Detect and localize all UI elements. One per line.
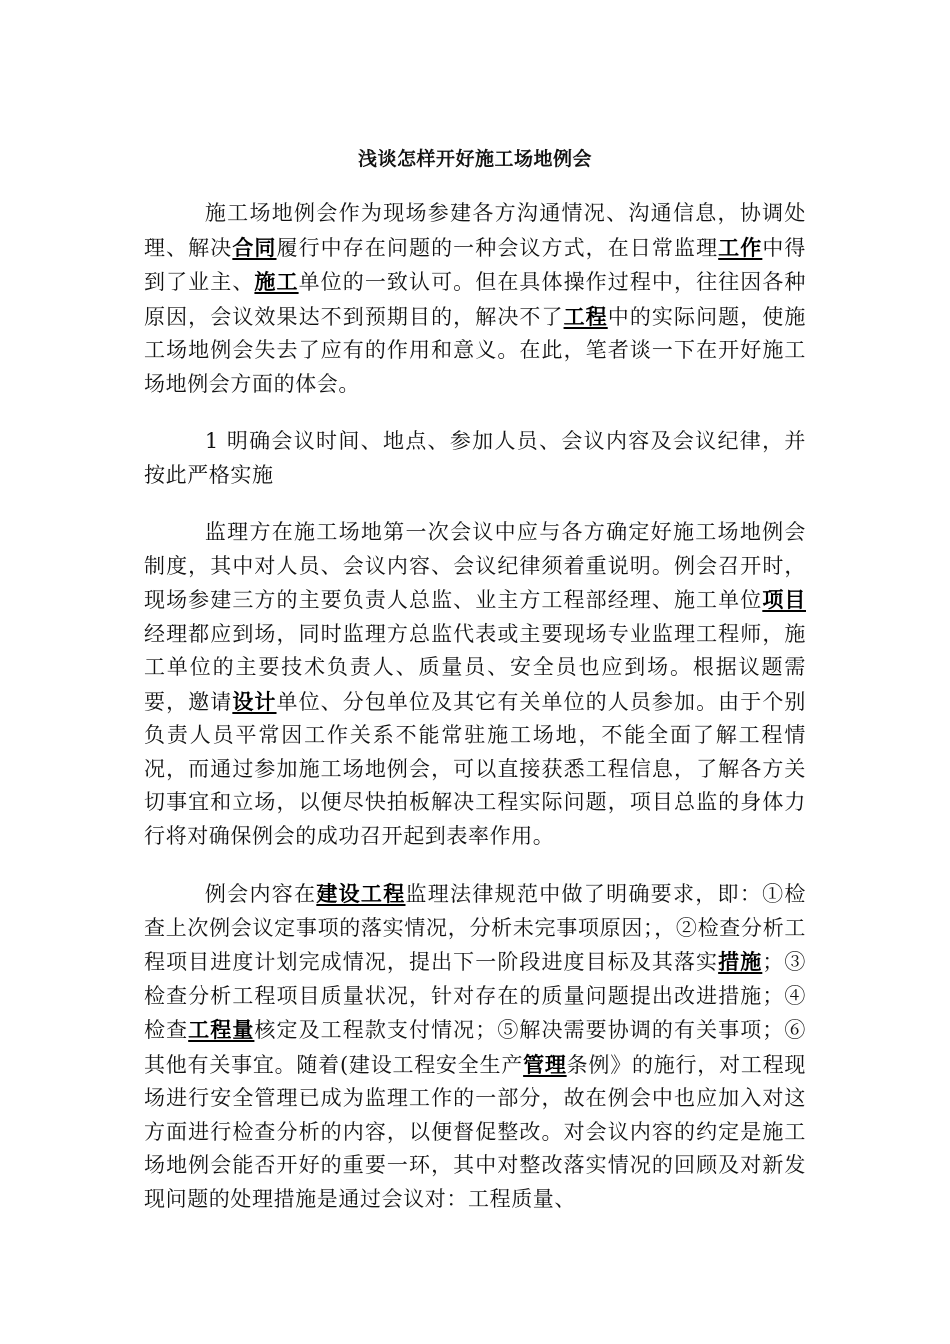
section-heading-1 — [144, 425, 806, 492]
text-segment: 单位、分包单位及其它有关单位的人员参加。由于个别负责人员平常因工作关系不能常驻施工场地，不能全面了解工程情况，而通过参加施工场地例会，可以直接获悉工程信息，了解各方关切事宜和立场，以便尽快拍板解决工程实际问题，项目总监的身体力行将对确保例会的成功召开起到表率作用。 — [144, 689, 807, 848]
keyword-link-management[interactable]: 管理 — [523, 1051, 567, 1077]
text-segment: 监理方在施工场地第一次会议中应与各方确定好施工场地例会制度，其中对人员、会议内容、会议纪律须着重说明。例会召开时，现场参建三方的主要负责人总监、业主方工程部经理、施工单位 — [144, 520, 806, 612]
text-segment: 经理都应到场，同时监理方总监代表或主要现场专业监理工程师，施工单位的主要技术负责人、质量员、安全员也应到场。根据议题需要，邀请 — [144, 621, 806, 714]
text-segment: 中的实际问题，使施工场地例会失去了应有的作用和意义。在此，笔者谈一下在开好施工场地例会方面的体会。 — [144, 304, 806, 396]
keyword-link-design[interactable]: 设计 — [232, 688, 277, 714]
keyword-link-work[interactable]: 工作 — [718, 234, 763, 260]
keyword-link-contract[interactable]: 合同 — [232, 234, 277, 260]
keyword-link-project[interactable]: 项目 — [762, 587, 806, 612]
text-segment: 1 明确会议时间、地点、参加人员、会议内容及会议纪律，并按此严格实施 — [144, 429, 806, 487]
text-segment: 履行中存在问题的一种会议方式，在日常监理 — [276, 235, 719, 260]
keyword-link-construction-engineering[interactable]: 建设工程 — [316, 881, 406, 906]
text-segment: 中得到了业主、 — [144, 235, 807, 294]
keyword-link-measures[interactable]: 措施 — [718, 949, 763, 974]
keyword-link-engineering[interactable]: 工程 — [563, 303, 608, 329]
text-segment: ；③检查分析工程项目质量状况，针对存在的质量问题提出改进措施；④检查 — [144, 950, 806, 1042]
text-segment: 条例》的施行，对工程现场进行安全管理已成为监理工作的一部分，故在例会中也应加入对这方面进行检查分析的内容，以便督促整改。对会议内容的约定是施工场地例会能否开好的重要一环，其中对整改落实情况的回顾及对新发现问题的处理措施是通过会议对：工程质量、 — [144, 1052, 806, 1211]
text-segment: 监理法律规范中做了明确要求，即：①检查上次例会议定事项的落实情况，分析未完事项原因；，②检查分析工程项目进度计划完成情况，提出下一阶段进度目标及其落实 — [144, 882, 806, 974]
document-body — [144, 197, 806, 1216]
text-segment: 单位的一致认可。但在具体操作过程中，往往因各种原因，会议效果达不到预期目的，解决不了 — [144, 270, 807, 329]
text-segment: 核定及工程款支付情况；⑤解决需要协调的有关事项；⑥其他有关事宜。随着(建设工程安全生产 — [144, 1018, 806, 1077]
keyword-link-construction[interactable]: 施工 — [254, 269, 299, 294]
text-segment: 施工场地例会作为现场参建各方沟通情况、沟通信息，协调处理、解决 — [144, 201, 806, 260]
paragraph-intro — [144, 197, 806, 401]
document-title: 浅谈怎样开好施工场地例会 — [357, 148, 592, 170]
text-segment: 例会内容在 — [204, 882, 317, 906]
paragraph-personnel — [144, 516, 806, 853]
paragraph-content — [144, 877, 806, 1216]
keyword-link-quantities[interactable]: 工程量 — [188, 1017, 255, 1042]
